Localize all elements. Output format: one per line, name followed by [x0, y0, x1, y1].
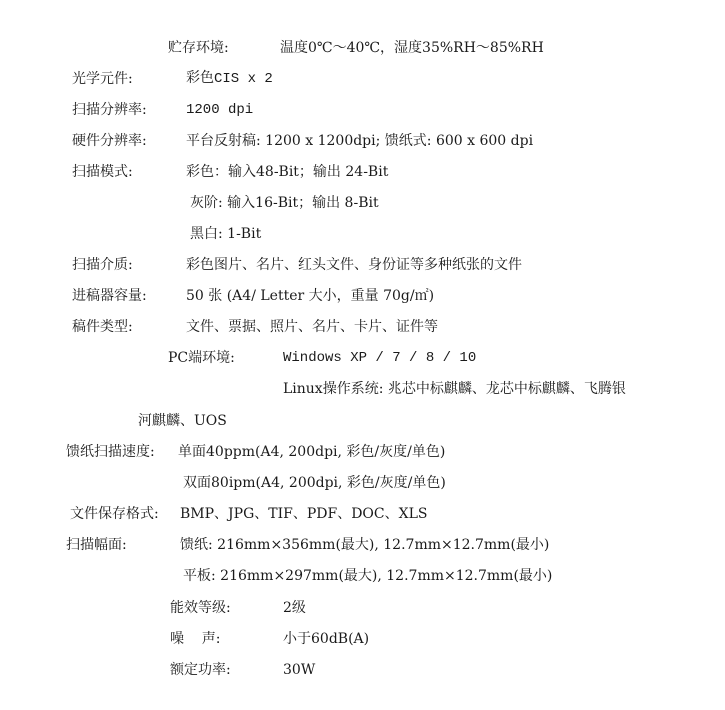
- pc-windows-value: Windows XP / 7 / 8 / 10: [283, 350, 477, 366]
- document-type-value: 文件、票据、照片、名片、卡片、证件等: [186, 319, 438, 335]
- file-formats-value: BMP、JPG、TIF、PDF、DOC、XLS: [180, 506, 428, 522]
- energy-class-label: 能效等级:: [170, 600, 231, 616]
- feed-speed-simplex: 单面40ppm(A4, 200dpi, 彩色/灰度/单色): [178, 444, 446, 460]
- media-value: 彩色图片、名片、红头文件、身份证等多种纸张的文件: [186, 257, 522, 273]
- feed-speed-label: 馈纸扫描速度:: [66, 444, 155, 460]
- scan-mode-color: 彩色：输入48-Bit；输出 24-Bit: [186, 164, 389, 180]
- rated-power-value: 30W: [283, 662, 316, 678]
- optics-label: 光学元件:: [72, 71, 133, 87]
- pc-linux-line-1: Linux操作系统: 兆芯中标麒麟、龙芯中标麒麟、飞腾银: [283, 381, 626, 397]
- pc-environment-label: PC端环境:: [168, 350, 235, 366]
- adf-capacity-value: 50 张 (A4/ Letter 大小，重量 70g/㎡): [186, 288, 435, 304]
- pc-linux-line-2: 河麒麟、UOS: [138, 413, 227, 429]
- storage-label: 贮存环境:: [168, 40, 229, 56]
- scan-area-feed: 馈纸: 216mm×356mm(最大), 12.7mm×12.7mm(最小): [180, 537, 550, 553]
- storage-value: 温度0℃～40℃，湿度35%RH～85%RH: [280, 40, 544, 56]
- document-type-label: 稿件类型:: [72, 319, 133, 335]
- optics-value: 彩色CIS x 2: [186, 71, 273, 87]
- noise-label: 噪 声:: [170, 631, 221, 647]
- feed-speed-duplex: 双面80ipm(A4, 200dpi, 彩色/灰度/单色): [183, 475, 446, 491]
- scan-area-flatbed: 平板: 216mm×297mm(最大), 12.7mm×12.7mm(最小): [183, 568, 553, 584]
- hardware-resolution-label: 硬件分辨率:: [72, 133, 147, 149]
- scan-resolution-value: 1200 dpi: [186, 102, 254, 118]
- scan-area-label: 扫描幅面:: [66, 537, 127, 553]
- media-label: 扫描介质:: [72, 257, 133, 273]
- scan-mode-gray: 灰阶: 输入16-Bit；输出 8-Bit: [190, 195, 379, 211]
- file-formats-label: 文件保存格式:: [70, 506, 159, 522]
- scan-mode-label: 扫描模式:: [72, 164, 133, 180]
- noise-value: 小于60dB(A): [283, 631, 370, 647]
- hardware-resolution-value: 平台反射稿: 1200 x 1200dpi; 馈纸式: 600 x 600 dpi: [186, 133, 534, 149]
- energy-class-value: 2级: [283, 600, 306, 616]
- rated-power-label: 额定功率:: [170, 662, 231, 678]
- scan-mode-bw: 黑白: 1-Bit: [190, 226, 262, 242]
- adf-capacity-label: 进稿器容量:: [72, 288, 147, 304]
- scan-resolution-label: 扫描分辨率:: [72, 102, 147, 118]
